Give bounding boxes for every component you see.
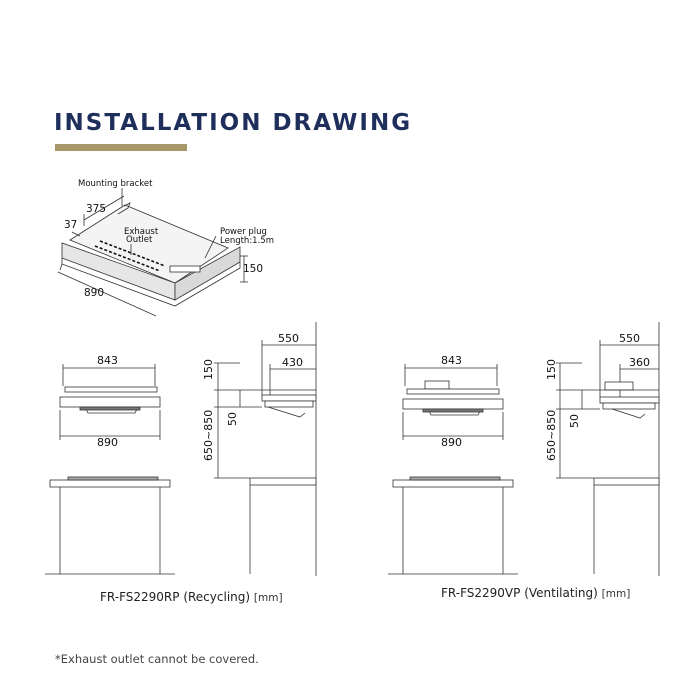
rec-dim-550: 550: [278, 332, 299, 345]
vent-dim-650-850: 650~850: [545, 409, 558, 461]
recycling-caption: [100, 590, 283, 604]
recycling-model: FR-FS2290RP (Recycling): [100, 590, 251, 604]
power-length-label: Length:1.5m: [220, 236, 274, 246]
vent-dim-150: 150: [545, 359, 558, 380]
vent-dim-360: 360: [629, 356, 650, 369]
rec-dim-50: 50: [226, 412, 239, 426]
iso-dim-890: 890: [84, 287, 105, 299]
outlet-label: Outlet: [126, 235, 153, 245]
vent-dim-50: 50: [568, 414, 581, 428]
rec-dim-890: 890: [97, 436, 118, 449]
power-plug-label: Power plug: [220, 227, 267, 237]
rec-dim-430: 430: [282, 356, 303, 369]
footnote: *Exhaust outlet cannot be covered.: [55, 652, 259, 666]
iso-dim-150: 150: [243, 263, 264, 275]
rec-dim-650-850: 650~850: [202, 409, 215, 461]
rec-dim-150: 150: [202, 359, 215, 380]
rec-dim-843: 843: [97, 354, 118, 367]
exhaust-label: Exhaust: [124, 227, 159, 237]
mounting-bracket-label: Mounting bracket: [78, 179, 153, 189]
recycling-unit: [mm]: [253, 592, 283, 604]
vent-dim-890: 890: [441, 436, 462, 449]
iso-dim-375: 375: [86, 203, 107, 215]
ventilating-unit: [mm]: [601, 588, 631, 600]
iso-dim-37: 37: [64, 219, 78, 231]
vent-dim-843: 843: [441, 354, 462, 367]
ventilating-model: FR-FS2290VP (Ventilating): [441, 586, 598, 600]
vent-dim-550: 550: [619, 332, 640, 345]
ventilating-caption: [441, 586, 630, 600]
page-title: INSTALLATION DRAWING: [54, 110, 413, 136]
recycling-front-view: [45, 364, 175, 574]
ventilating-front-view: [388, 364, 518, 574]
